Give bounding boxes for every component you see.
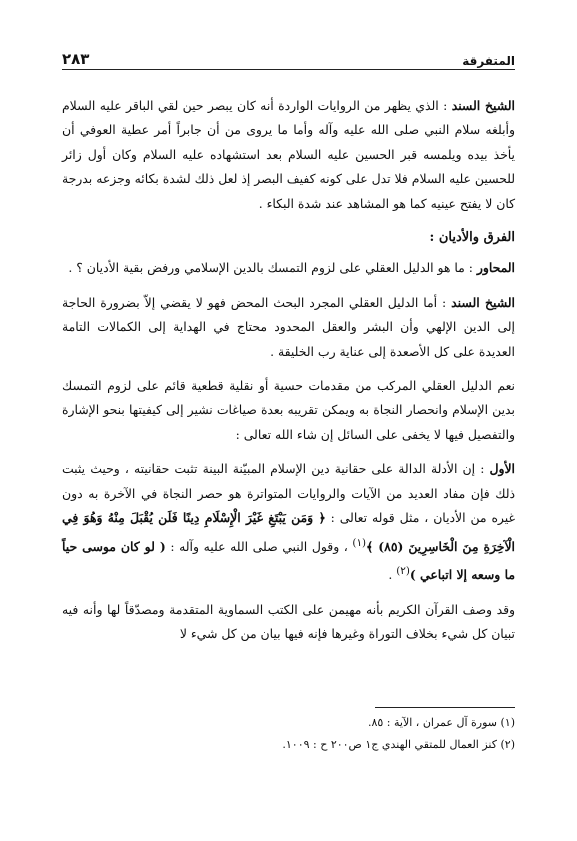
paragraph-text: : إن الأدلة الدالة على حقانية دين الإسلام المبيّنة البينة تثبت حقانيته ، وحيث يثبت ذلك فإن مفاد العديد من الآيات والروايات المتواترة هو حصر النجاة في الآخرة به دون غيره من الأديان ، مثل قوله تعالى : [62, 461, 515, 526]
speaker-label: المحاور [476, 260, 515, 276]
paragraph-end: . [388, 567, 393, 583]
paragraph-5 [62, 457, 515, 587]
running-header [62, 42, 515, 68]
footnote-1: (١) سورة آل عمران ، الآية : ٨٥. [367, 716, 515, 729]
paragraph-text: نعم الدليل العقلي المركب من مقدمات حسية أو نقلية قطعية قائم على لزوم التمسك بدين الإسلام وانحصار النجاة به ويمكن تقريبه بعدة صياغات نشير إلى كيفيتها بنحو الإشارة والتفصيل فيها لا يخفى على السائل إن شاء الله تعالى : [62, 378, 515, 442]
paragraph-text: وقد وصف القرآن الكريم بأنه مهيمن على الكتب السماوية المتقدمة ومصدّقاً لها وأنه فيه تبيان كل شيء بخلاف التوراة وغيرها فإنه فيها بيان من كل شيء لا [62, 601, 515, 641]
paragraph-4 [62, 374, 515, 447]
page-body [62, 94, 515, 656]
paragraph-3 [62, 291, 515, 364]
paragraph-text: ، وقول النبي صلى الله عليه وآله : [170, 538, 348, 554]
paragraph-text: : أما الدليل العقلي المجرد البحث المحض فهو لا يقضي إلاّ بضرورة الحاجة إلى الدين الإلهي وأن البشر والعقل المحدود محتاج في الهداية إلى الكمالات التامة العديدة على كل الأصعدة إلى عناية رب الخليقة . [62, 294, 515, 359]
speaker-label: الشيخ السند [451, 98, 515, 113]
quran-verse: ﴿ وَمَن يَبْتَغِ غَيْرَ الْإِسْلَامِ دِينًا فَلَن يُقْبَلَ مِنْهُ وَهُوَ فِي الْآخِرَةِ مِنَ الْخَاسِرِينَ (٨٥) ﴾ [62, 510, 515, 554]
footnote-2: (٢) كنز العمال للمتقي الهندي ج١ ص٢٠٠ ح : ١٠٠٩. [282, 738, 515, 751]
page-number: ٢٨٣ [62, 50, 90, 68]
hadith-quote: ( لو كان موسى حياً ما وسعه إلا اتباعي ) [62, 538, 515, 583]
section-title: المتفرقة [462, 54, 515, 68]
header-rule [62, 69, 515, 70]
footnote-ref: (١) [352, 536, 367, 549]
paragraph-text: : الذي يظهر من الروايات الواردة أنه كان يبصر حين لقي الباقر عليه السلام وأبلغه سلام النبي صلى الله عليه وآله وأما ما يروى من أن جابراً أمر عطية العوفي أن يأخذ بيده ويلمسه قبر الحسين عليه السلام بعد استشهاده عليه السلام وكان أول زائر للحسين عليه السلام فلا تدل على كونه كفيف البصر إذ لعل ذلك لشدة بكائه وجزعه بدرجة كان لا يفتح عينيه كما هو المشاهد عند شدة البكاء . [62, 98, 515, 211]
footnotes [62, 712, 515, 756]
paragraph-text: : ما هو الدليل العقلي على لزوم التمسك بالدين الإسلامي ورفض بقية الأديان ؟ . [68, 260, 473, 276]
speaker-label: الشيخ السند [451, 294, 515, 310]
footnote-rule [375, 707, 515, 708]
section-heading: الفرق والأديان : [429, 230, 515, 246]
paragraph-2 [62, 256, 515, 280]
paragraph-1 [62, 94, 515, 216]
footnote-ref: (٢) [396, 565, 410, 578]
paragraph-6 [62, 598, 515, 647]
speaker-label: الأول [489, 461, 515, 477]
